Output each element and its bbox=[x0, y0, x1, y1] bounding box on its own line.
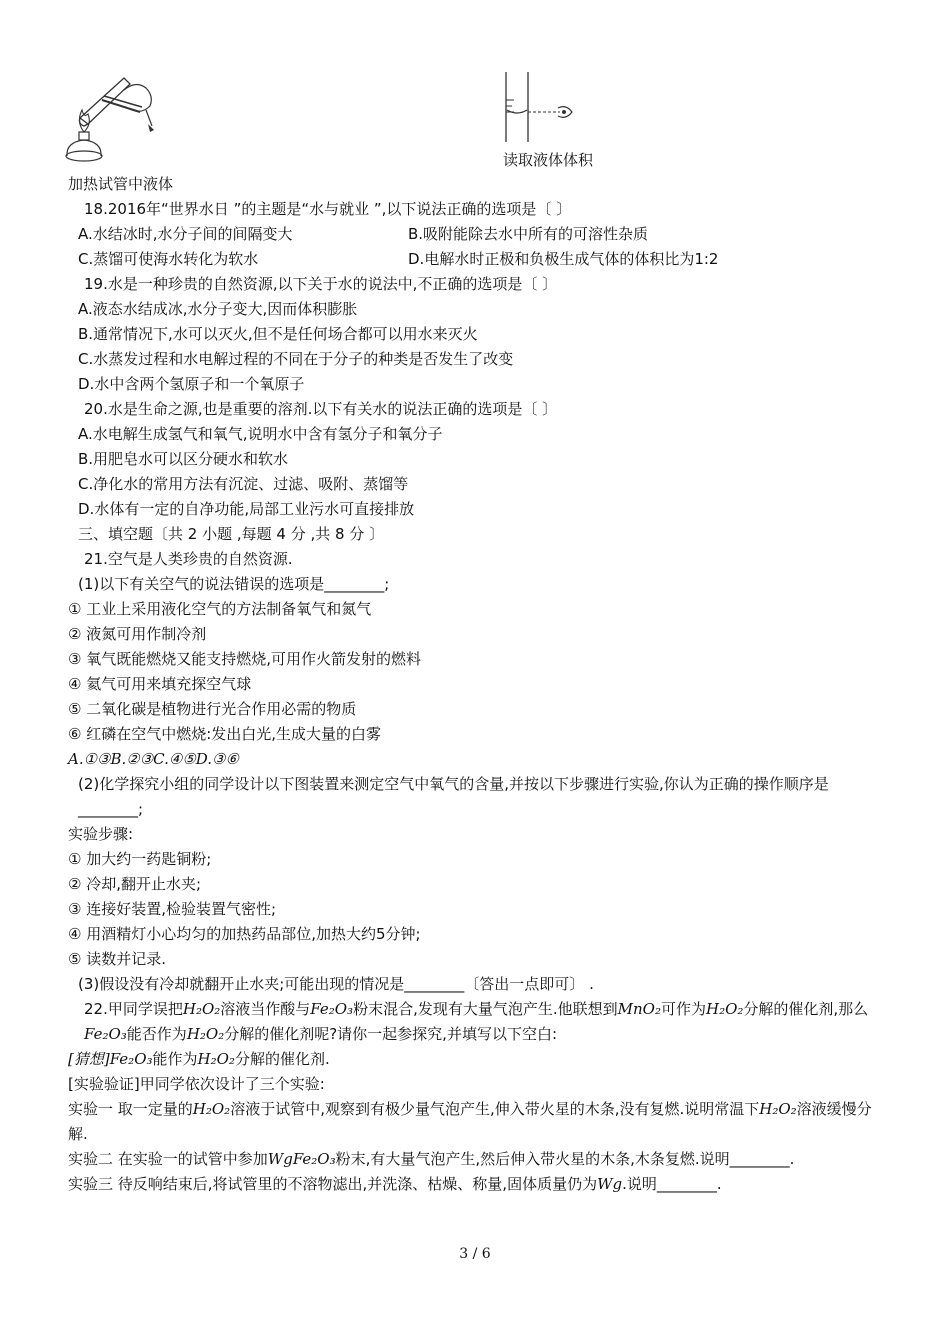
q19-option-d: D.水中含两个氢原子和一个氧原子 bbox=[78, 375, 305, 393]
q22-intro-text-c: 粉末混合,发现有大量气泡产生.他联想到 bbox=[353, 1000, 618, 1018]
q22-guess-text-b: 分解的催化剂. bbox=[234, 1050, 330, 1068]
q21-item-4: ④ 氦气可用来填充探空气球 bbox=[68, 675, 252, 693]
q22-guess bbox=[68, 1047, 888, 1072]
q22-guess-text-a: 能作为 bbox=[152, 1050, 198, 1068]
q19-stem: 19.水是一种珍贵的自然资源,以下关于水的说法中,不正确的选项是〔 〕 bbox=[84, 275, 558, 293]
q18-option-a: A.水结冰时,水分子间的间隔变大 bbox=[78, 225, 293, 243]
q18-option-c: C.蒸馏可使海水转化为软水 bbox=[78, 250, 259, 268]
q18-option-d: D.电解水时正极和负极生成气体的体积比为1:2 bbox=[408, 250, 719, 268]
q22-intro-text-f: 能否作为 bbox=[126, 1025, 187, 1043]
formula-fe2o3: Fe₂O₃ bbox=[310, 1000, 354, 1018]
q20-stem: 20.水是生命之源,也是重要的溶剂.以下有关水的说法正确的选项是〔 〕 bbox=[84, 400, 558, 418]
q22-exp1-text-b: 溶液于试管中,观察到有极少量气泡产生,伸入带火星的木条,没有复燃.说明常温下 bbox=[230, 1100, 760, 1118]
formula-h2o2: H₂O₂ bbox=[197, 1050, 235, 1068]
figure-caption-reading: 读取液体体积 bbox=[503, 151, 594, 169]
q19-option-b: B.通常情况下,水可以灭火,但不是任何场合都可以用水来灭火 bbox=[78, 325, 478, 343]
q22-exp2-text-a: 实验二 在实验一的试管中参加 bbox=[68, 1150, 268, 1168]
q22-intro-text-b: 溶液当作酸与 bbox=[220, 1000, 311, 1018]
figure-caption-heating-text: 加热试管中液体 bbox=[68, 175, 174, 193]
formula-h2o2: H₂O₂ bbox=[192, 1100, 231, 1118]
q18-stem: 18.2016年“世界水日 ”的主题是“水与就业 ”,以下说法正确的选项是〔 〕 bbox=[84, 200, 572, 218]
q21-step-2: ② 冷却,翻开止水夹; bbox=[68, 875, 202, 893]
q20-option-c: C.净化水的常用方法有沉淀、过滤、吸附、蒸馏等 bbox=[78, 475, 409, 493]
q21-choices: A.①③B.②③C.④⑤D.③⑥ bbox=[68, 750, 239, 768]
q19-option-c: C.水蒸发过程和水电解过程的不同在于分子的种类是否发生了改变 bbox=[78, 350, 514, 368]
formula-mno2: MnO₂ bbox=[617, 1000, 661, 1018]
q22-intro-text-e: 分解的催化剂,那么 bbox=[743, 1000, 869, 1018]
page-content bbox=[68, 172, 888, 1197]
q22-verify: [实验验证]甲同学依次设计了三个实验: bbox=[68, 1075, 325, 1093]
formula-fe2o3: Fe₂O₃ bbox=[292, 1150, 336, 1168]
formula-h2o2: H₂O₂ bbox=[182, 1000, 221, 1018]
q22-exp3 bbox=[68, 1172, 888, 1197]
q21-step-1: ① 加大约一药匙铜粉; bbox=[68, 850, 212, 868]
formula-wg: Wg bbox=[597, 1175, 623, 1193]
q20-option-b: B.用肥皂水可以区分硬水和软水 bbox=[78, 450, 289, 468]
reading-cylinder-figure bbox=[500, 70, 580, 144]
q21-item-1: ① 工业上采用液化空气的方法制备氧气和氮气 bbox=[68, 600, 372, 618]
q22-exp2-text-b: 粉末,有大量气泡产生,然后伸入带火星的木条,木条复燃.说明________. bbox=[335, 1150, 795, 1168]
q21-steps-title: 实验步骤: bbox=[68, 825, 134, 843]
formula-h2o2: H₂O₂ bbox=[759, 1100, 797, 1118]
formula-fe2o3: Fe₂O₃ bbox=[84, 1025, 127, 1043]
q18-options-row2 bbox=[68, 247, 888, 272]
q21-item-6: ⑥ 红磷在空气中燃烧:发出白光,生成大量的白雾 bbox=[68, 725, 382, 743]
q21-item-3: ③ 氧气既能燃烧又能支持燃烧,可用作火箭发射的燃料 bbox=[68, 650, 421, 668]
heating-test-tube-figure bbox=[62, 70, 162, 170]
q18-option-b: B.吸附能除去水中所有的可溶性杂质 bbox=[408, 225, 649, 243]
q22-exp3-text-b: .说明________. bbox=[622, 1175, 722, 1193]
q22-exp1 bbox=[68, 1097, 888, 1147]
q22-exp3-text-a: 实验三 待反响结束后,将试管里的不溶物滤出,并洗涤、枯燥、称量,固体质量仍为 bbox=[68, 1175, 598, 1193]
formula-h2o2: H₂O₂ bbox=[186, 1025, 225, 1043]
q22-intro-text-a: 22.甲同学误把 bbox=[84, 1000, 183, 1018]
q20-option-a: A.水电解生成氢气和氧气,说明水中含有氢分子和氧分子 bbox=[78, 425, 443, 443]
q22-exp1-text-a: 实验一 取一定量的 bbox=[68, 1100, 193, 1118]
q19-option-a: A.液态水结成冰,水分子变大,因而体积膨胀 bbox=[78, 300, 358, 318]
q21-item-5: ⑤ 二氧化碳是植物进行光合作用必需的物质 bbox=[68, 700, 357, 718]
q22-exp1-text-c: 溶液缓慢分解. bbox=[68, 1100, 872, 1143]
q20-option-d: D.水体有一定的自净功能,局部工业污水可直接排放 bbox=[78, 500, 415, 518]
q22-intro-text-d: 可作为 bbox=[660, 1000, 706, 1018]
q21-part3: (3)假设没有冷却就翻开止水夹;可能出现的情况是________〔答出一点即可〕 . bbox=[78, 975, 594, 993]
q21-stem: 21.空气是人类珍贵的自然资源. bbox=[84, 550, 293, 568]
section-3-heading: 三、填空题〔共 2 小题 ,每题 4 分 ,共 8 分 〕 bbox=[78, 525, 385, 543]
formula-fe2o3: Fe₂O₃ bbox=[109, 1050, 153, 1068]
q21-step-3: ③ 连接好装置,检验装置气密性; bbox=[68, 900, 277, 918]
page-number: 3 / 6 bbox=[459, 1246, 491, 1262]
q22-guess-tag: [猜想] bbox=[68, 1050, 110, 1068]
formula-wg: Wg bbox=[267, 1150, 293, 1168]
q22-intro bbox=[68, 997, 888, 1047]
q21-part1: (1)以下有关空气的说法错误的选项是________; bbox=[78, 575, 390, 593]
q21-step-4: ④ 用酒精灯小心均匀的加热药品部位,加热大约5分钟; bbox=[68, 925, 421, 943]
q21-part2: (2)化学探究小组的同学设计以下图装置来测定空气中氧气的含量,并按以下步骤进行实验,你认为正确的操作顺序是________; bbox=[78, 775, 829, 818]
q18-options-row1 bbox=[68, 222, 888, 247]
formula-h2o2: H₂O₂ bbox=[705, 1000, 744, 1018]
q22-intro-text-g: 分解的催化剂呢?请你一起参探究,并填写以下空白: bbox=[224, 1025, 558, 1043]
q22-exp2 bbox=[68, 1147, 888, 1172]
q21-step-5: ⑤ 读数并记录. bbox=[68, 950, 166, 968]
q21-item-2: ② 液氮可用作制冷剂 bbox=[68, 625, 207, 643]
